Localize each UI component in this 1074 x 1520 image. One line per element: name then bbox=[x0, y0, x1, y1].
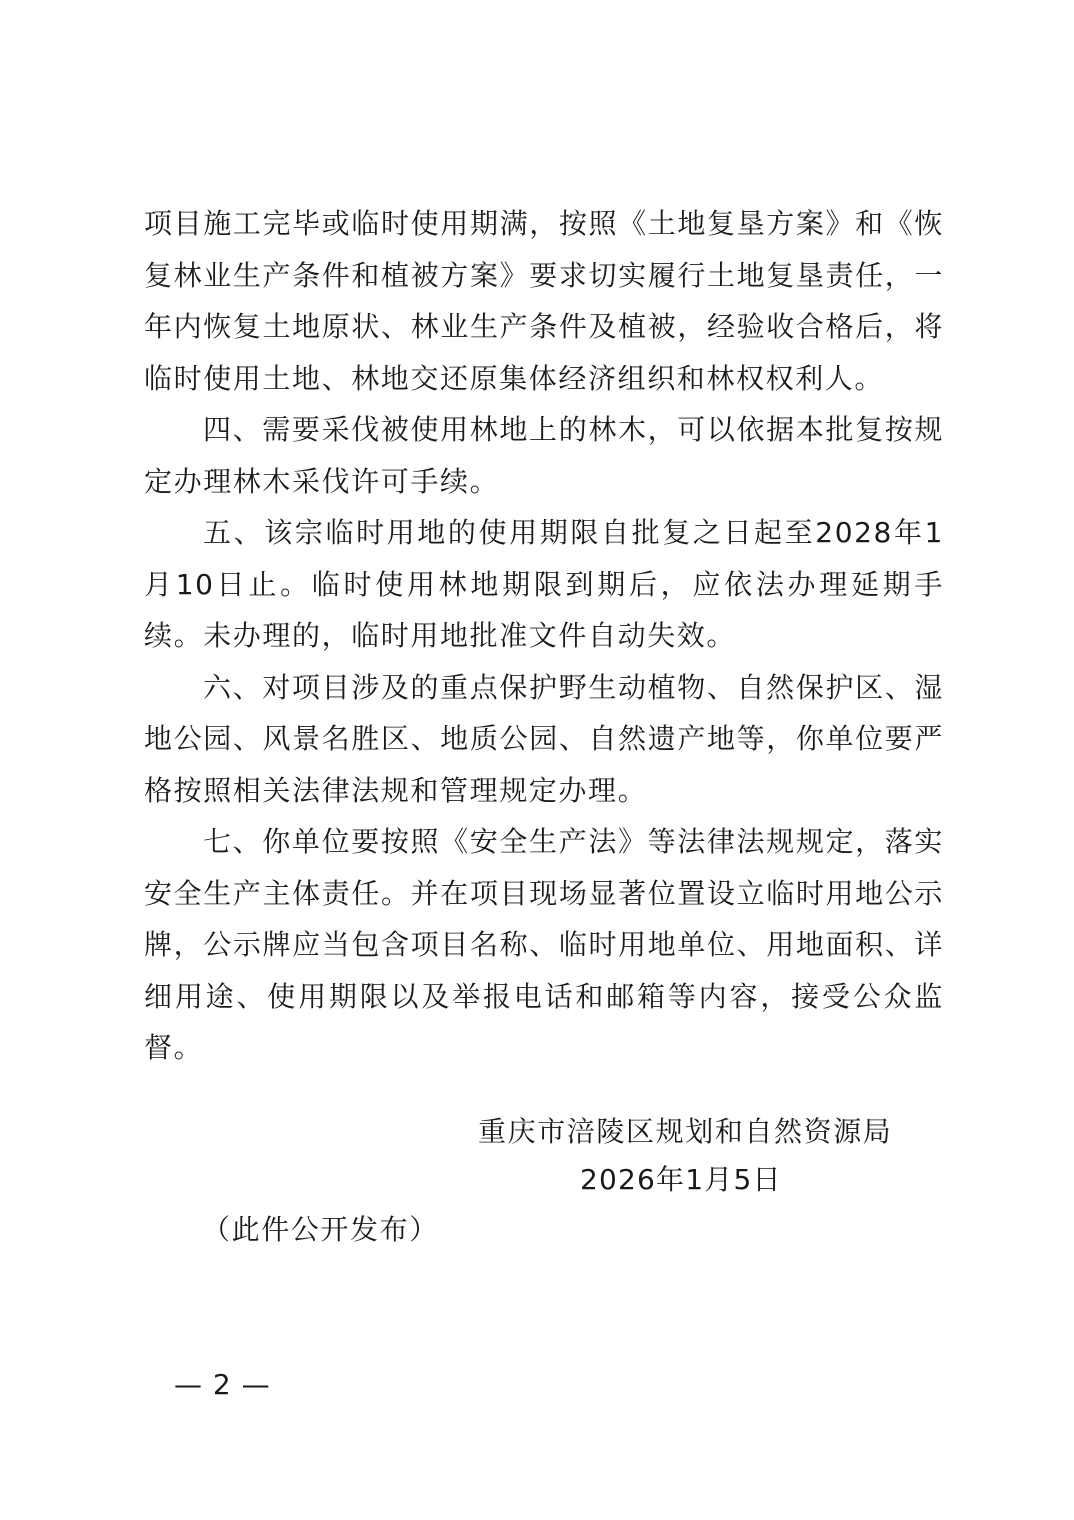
signature-organization: 重庆市涪陵区规划和自然资源局 bbox=[478, 1115, 893, 1148]
paragraph-continuation: 项目施工完毕或临时使用期满，按照《土地复垦方案》和《恢复林业生产条件和植被方案》要求切实履行土地复垦责任，一年内恢复土地原状、林业生产条件及植被，经验收合格后，将临时使用土地、林地交还原集体经济组织和林权权利人。 bbox=[144, 207, 944, 395]
paragraph-item-6: 六、对项目涉及的重点保护野生动植物、自然保护区、湿地公园、风景名胜区、地质公园、自然遗产地等，你单位要严格按照相关法律法规和管理规定办理。 bbox=[144, 670, 944, 807]
document-body bbox=[144, 198, 944, 1074]
release-note: （此件公开发布） bbox=[202, 1213, 439, 1246]
paragraph-item-5: 五、该宗临时用地的使用期限自批复之日起至2028年1月10日止。临时使用林地期限到期后，应依法办理延期手续。未办理的，临时用地批准文件自动失效。 bbox=[144, 516, 944, 652]
paragraph-item-7: 七、你单位要按照《安全生产法》等法律法规规定，落实安全生产主体责任。并在项目现场显著位置设立临时用地公示牌，公示牌应当包含项目名称、临时用地单位、用地面积、详细用途、使用期限以及举报电话和邮箱等内容，接受公众监督。 bbox=[144, 825, 944, 1064]
paragraph-item-4: 四、需要采伐被使用林地上的林木，可以依据本批复按规定办理林木采伐许可手续。 bbox=[144, 413, 944, 498]
page-number: — 2 — bbox=[174, 1368, 271, 1401]
signature-date: 2026年1月5日 bbox=[580, 1163, 782, 1196]
